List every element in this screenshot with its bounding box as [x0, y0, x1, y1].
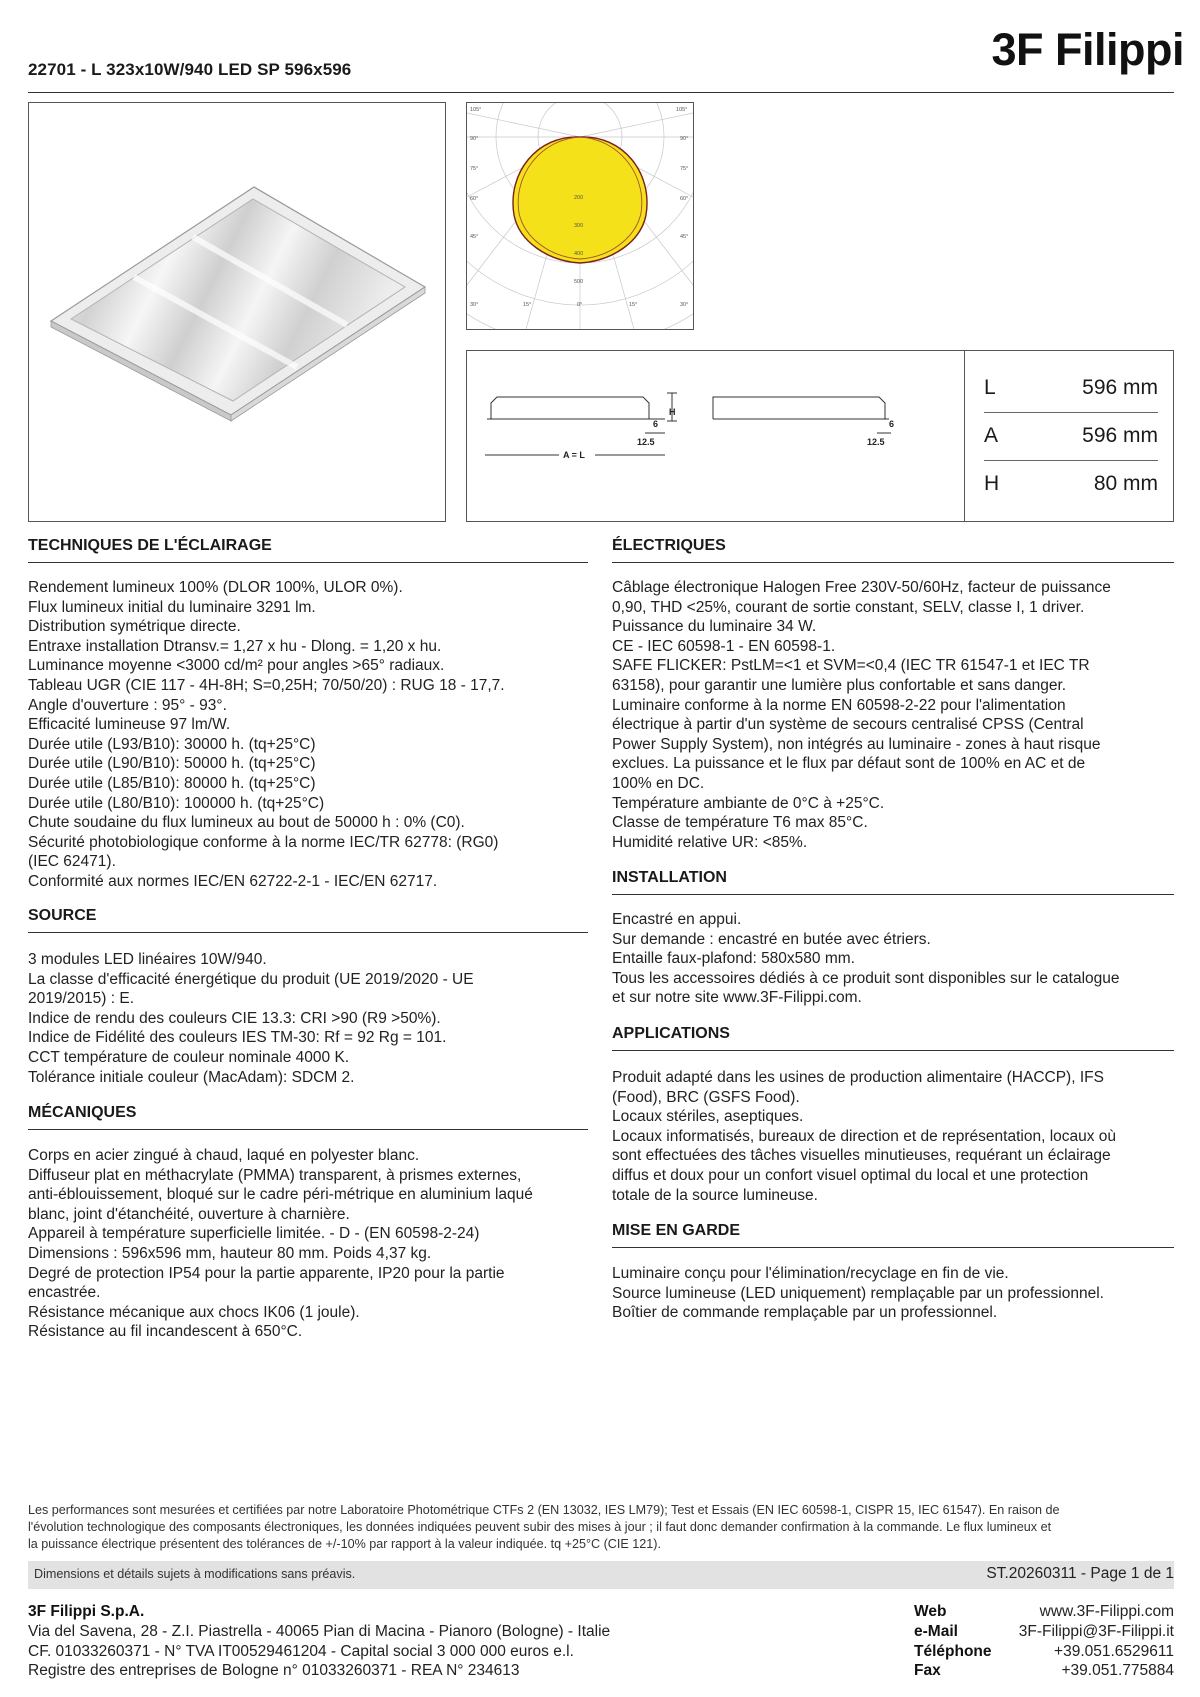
polar-label: 60°	[470, 196, 479, 202]
polar-label: 0°	[577, 302, 583, 308]
polar-diagram	[466, 102, 694, 330]
section-body-electrical	[612, 578, 1111, 852]
text-line: 63158), pour garantir une lumière plus confortable et sans danger.	[612, 676, 1067, 694]
text-line: Résistance mécanique aux chocs IK06 (1 joule).	[28, 1303, 360, 1321]
text-line: Produit adapté dans les usines de production alimentaire (HACCP), IFS	[612, 1069, 1104, 1086]
text-line: Puissance du luminaire 34 W.	[612, 618, 817, 636]
luminaire-illustration	[29, 103, 445, 521]
dimension-label: H	[984, 472, 1000, 495]
text-line: la puissance électrique présentent des tolérances de +/-10% par rapport à la valeur indiquée. tq +25°C (CIE 121).	[28, 1537, 662, 1551]
text-line: Classe de température T6 max 85°C.	[612, 814, 868, 832]
drawing-label-12-5: 12.5	[637, 437, 655, 447]
text-line: et sur notre site www.3F-Filippi.com.	[612, 989, 862, 1007]
text-line: totale de la source lumineuse.	[612, 1186, 818, 1204]
text-line: sont effectuées des tâches visuelles minutieuses, requérant un éclairage	[612, 1147, 1111, 1165]
polar-label: 60°	[680, 196, 689, 202]
text-line: (Food), BRC (GSFS Food).	[612, 1088, 800, 1106]
polar-label: 75°	[470, 166, 479, 172]
text-line: Tableau UGR (CIE 117 - 4H-8H; S=0,25H; 70/50/20) : RUG 18 - 17,7.	[28, 676, 505, 694]
drawing-label-12-5: 12.5	[867, 437, 885, 447]
section-rule	[28, 932, 588, 933]
contact-row-phone	[914, 1642, 1174, 1662]
section-heading-mechanical: MÉCANIQUES	[28, 1104, 137, 1121]
address-line: Registre des entreprises de Bologne n° 01033260371 - REA N° 234613	[28, 1662, 520, 1680]
polar-label: 15°	[629, 302, 638, 308]
text-line: Luminaire conforme à la norme EN 60598-2-22 pour l'alimentation	[612, 696, 1066, 714]
phone-number: +39.051.6529611	[1054, 1642, 1174, 1660]
text-line: Sécurité photobiologique conforme à la norme IEC/TR 62778: (RG0)	[28, 833, 499, 851]
text-line: Entraxe installation Dtransv.= 1,27 x hu - Dlong. = 1,20 x hu.	[28, 637, 442, 655]
company-name: 3F Filippi S.p.A.	[28, 1603, 145, 1620]
contact-label: e-Mail	[914, 1622, 958, 1640]
brand-logo: 3F Filippi	[991, 24, 1184, 75]
dimension-value: 80 mm	[1093, 472, 1158, 495]
text-line: Dimensions : 596x596 mm, hauteur 80 mm. Poids 4,37 kg.	[28, 1244, 432, 1262]
section-body-source	[28, 950, 474, 1087]
email-link[interactable]: 3F-Filippi@3F-Filippi.it	[1018, 1622, 1174, 1640]
text-line: Les performances sont mesurées et certifiées par notre Laboratoire Photométrique CTFs 2 (EN 13032, IES LM79); Test et Essais (EN IEC 60598-1, CISPR 15, IEC 61547). En raison de	[28, 1503, 1060, 1517]
text-line: 2019/2015) : E.	[28, 990, 134, 1008]
polar-radial-label: 300	[574, 223, 584, 229]
text-line: Durée utile (L85/B10): 80000 h. (tq+25°C)	[28, 774, 316, 792]
section-heading-lighting: TECHNIQUES DE L'ÉCLAIRAGE	[28, 537, 272, 554]
header-rule	[28, 92, 1174, 93]
address-line: CF. 01033260371 - N° TVA IT00529461204 - Capital social 3 000 000 euros e.l.	[28, 1642, 574, 1660]
section-body-applications	[612, 1068, 1116, 1205]
polar-label: 30°	[470, 302, 479, 308]
text-line: Durée utile (L93/B10): 30000 h. (tq+25°C)	[28, 735, 316, 753]
text-line: La classe d'efficacité énergétique du produit (UE 2019/2020 - UE	[28, 970, 474, 988]
text-line: Boîtier de commande remplaçable par un professionnel.	[612, 1304, 998, 1322]
polar-label: 15°	[523, 302, 532, 308]
profile-drawing	[467, 351, 965, 521]
text-line: Locaux stériles, aseptiques.	[612, 1108, 804, 1126]
text-line: Entaille faux-plafond: 580x580 mm.	[612, 950, 855, 968]
section-body-installation	[612, 910, 1120, 1008]
text-line: Sur demande : encastré en butée avec étriers.	[612, 930, 931, 948]
dimension-row-a	[984, 412, 1158, 460]
text-line: 3 modules LED linéaires 10W/940.	[28, 951, 267, 968]
text-line: Power Supply System), non intégrés au luminaire - zones à haut risque	[612, 735, 1101, 753]
web-link[interactable]: www.3F-Filippi.com	[1039, 1603, 1174, 1620]
fax-number: +39.051.775884	[1061, 1662, 1174, 1680]
text-line: Câblage électronique Halogen Free 230V-50/60Hz, facteur de puissance	[612, 579, 1111, 596]
section-heading-applications: APPLICATIONS	[612, 1025, 730, 1042]
polar-radial-label: 400	[574, 251, 584, 257]
text-line: Luminaire conçu pour l'élimination/recyclage en fin de vie.	[612, 1265, 1009, 1282]
text-line: Appareil à température superficielle limitée. - D - (EN 60598-2-24)	[28, 1225, 480, 1243]
text-line: Encastré en appui.	[612, 911, 742, 928]
polar-label: 105°	[676, 107, 688, 113]
dimension-label: A	[984, 424, 999, 447]
text-line: Degré de protection IP54 pour la partie apparente, IP20 pour la partie	[28, 1264, 505, 1282]
polar-label: 45°	[680, 234, 689, 240]
contact-label: Fax	[914, 1662, 941, 1680]
text-line: CE - IEC 60598-1 - EN 60598-1.	[612, 637, 836, 655]
polar-label: 30°	[680, 302, 689, 308]
text-line: Tous les accessoires dédiés à ce produit sont disponibles sur le catalogue	[612, 969, 1120, 987]
contact-row-fax	[914, 1661, 1174, 1681]
dimension-row-l	[984, 364, 1158, 412]
page-reference: ST.20260311 - Page 1 de 1	[986, 1565, 1174, 1582]
text-line: Distribution symétrique directe.	[28, 618, 241, 636]
text-line: Humidité relative UR: <85%.	[612, 833, 808, 851]
section-body-lighting	[28, 578, 505, 892]
text-line: diffus et doux pour un confort visuel optimal du local et une protection	[612, 1166, 1089, 1184]
dimension-label: L	[984, 376, 996, 399]
contact-label: Téléphone	[914, 1642, 992, 1660]
text-line: Chute soudaine du flux lumineux au bout de 50000 h : 0% (C0).	[28, 814, 465, 832]
company-info	[28, 1602, 610, 1681]
text-line: Rendement lumineux 100% (DLOR 100%, ULOR 0%).	[28, 579, 403, 596]
contact-info	[914, 1602, 1174, 1681]
section-rule	[612, 894, 1174, 895]
section-rule	[28, 562, 588, 563]
text-line: CCT température de couleur nominale 4000 K.	[28, 1048, 350, 1066]
text-line: Locaux informatisés, bureaux de direction et de représentation, locaux où	[612, 1127, 1117, 1145]
section-body-mechanical	[28, 1146, 533, 1342]
section-heading-warning: MISE EN GARDE	[612, 1222, 741, 1239]
polar-label: 90°	[470, 136, 479, 142]
polar-label: 75°	[680, 166, 689, 172]
text-line: encastrée.	[28, 1284, 101, 1302]
dimension-row-h	[984, 460, 1158, 508]
section-rule	[28, 1129, 588, 1130]
dimension-value: 596 mm	[1082, 376, 1158, 399]
text-line: Source lumineuse (LED uniquement) remplaçable par un professionnel.	[612, 1284, 1104, 1302]
text-line: Durée utile (L90/B10): 50000 h. (tq+25°C)	[28, 755, 316, 773]
text-line: 0,90, THD <25%, courant de sortie constant, SELV, classe I, 1 driver.	[612, 598, 1085, 616]
text-line: Température ambiante de 0°C à +25°C.	[612, 794, 885, 812]
text-line: Angle d'ouverture : 95° - 93°.	[28, 696, 227, 714]
text-line: exclues. La puissance et le flux par défaut sont de 100% en AC et de	[612, 755, 1086, 773]
text-line: Luminance moyenne <3000 cd/m² pour angles >65° radiaux.	[28, 657, 445, 675]
section-heading-electrical: ÉLECTRIQUES	[612, 537, 726, 554]
dimension-divider	[964, 350, 965, 522]
text-line: Flux lumineux initial du luminaire 3291 lm.	[28, 598, 316, 616]
text-line: Durée utile (L80/B10): 100000 h. (tq+25°C)	[28, 794, 325, 812]
performance-footnote	[28, 1502, 1174, 1553]
text-line: Conformité aux normes IEC/EN 62722-2-1 - IEC/EN 62717.	[28, 872, 438, 890]
text-line: anti-éblouissement, bloqué sur le cadre péri-métrique en aluminium laqué	[28, 1186, 533, 1204]
polar-label: 45°	[470, 234, 479, 240]
section-heading-source: SOURCE	[28, 907, 97, 924]
text-line: Tolérance initiale couleur (MacAdam): SDCM 2.	[28, 1068, 355, 1086]
text-line: Indice de rendu des couleurs CIE 13.3: CRI >90 (R9 >50%).	[28, 1009, 441, 1027]
text-line: SAFE FLICKER: PstLM=<1 et SVM=<0,4 (IEC TR 61547-1 et IEC TR	[612, 657, 1090, 675]
contact-label: Web	[914, 1603, 947, 1620]
drawing-label-h: H	[669, 407, 676, 417]
section-heading-installation: INSTALLATION	[612, 869, 727, 886]
contact-row-web	[914, 1602, 1174, 1622]
section-body-warning	[612, 1264, 1104, 1323]
text-line: Efficacité lumineuse 97 lm/W.	[28, 716, 231, 734]
polar-label: 105°	[470, 107, 482, 113]
text-line: 100% en DC.	[612, 774, 705, 792]
text-line: Diffuseur plat en méthacrylate (PMMA) transparent, à prismes externes,	[28, 1166, 522, 1184]
product-photo	[28, 102, 446, 522]
drawing-label-a-equals-l: A = L	[563, 450, 585, 460]
document-title: 22701 - L 323x10W/940 LED SP 596x596	[28, 60, 352, 79]
drawing-label-6: 6	[653, 419, 659, 429]
drawing-label-6: 6	[889, 419, 895, 429]
section-rule	[612, 1050, 1174, 1051]
section-rule	[612, 562, 1174, 563]
text-line: blanc, joint d'étanchéité, ouverture à charnière.	[28, 1205, 350, 1223]
text-line: Résistance au fil incandescent à 650°C.	[28, 1323, 303, 1341]
text-line: électrique à partir d'un système de secours centralisé CPSS (Central	[612, 716, 1084, 734]
disclaimer-text: Dimensions et détails sujets à modifications sans préavis.	[34, 1567, 356, 1581]
polar-radial-label: 500	[574, 279, 584, 285]
text-line: Indice de Fidélité des couleurs IES TM-30: Rf = 92 Rg = 101.	[28, 1029, 447, 1047]
text-line: (IEC 62471).	[28, 853, 116, 871]
text-line: l'évolution technologique des composants électroniques, les données indiquées peuvent subir des mises à jour ; il faut donc demander confirmation à la commande. Le flux lumineux et	[28, 1520, 1052, 1534]
address-line: Via del Savena, 28 - Z.I. Piastrella - 40065 Pian di Macina - Pianoro (Bologne) - Italie	[28, 1622, 611, 1640]
section-rule	[612, 1247, 1174, 1248]
dimension-value: 596 mm	[1082, 424, 1158, 447]
polar-radial-label: 200	[574, 195, 584, 201]
contact-row-email	[914, 1622, 1174, 1642]
text-line: Corps en acier zingué à chaud, laqué en polyester blanc.	[28, 1147, 420, 1164]
polar-label: 90°	[680, 136, 689, 142]
